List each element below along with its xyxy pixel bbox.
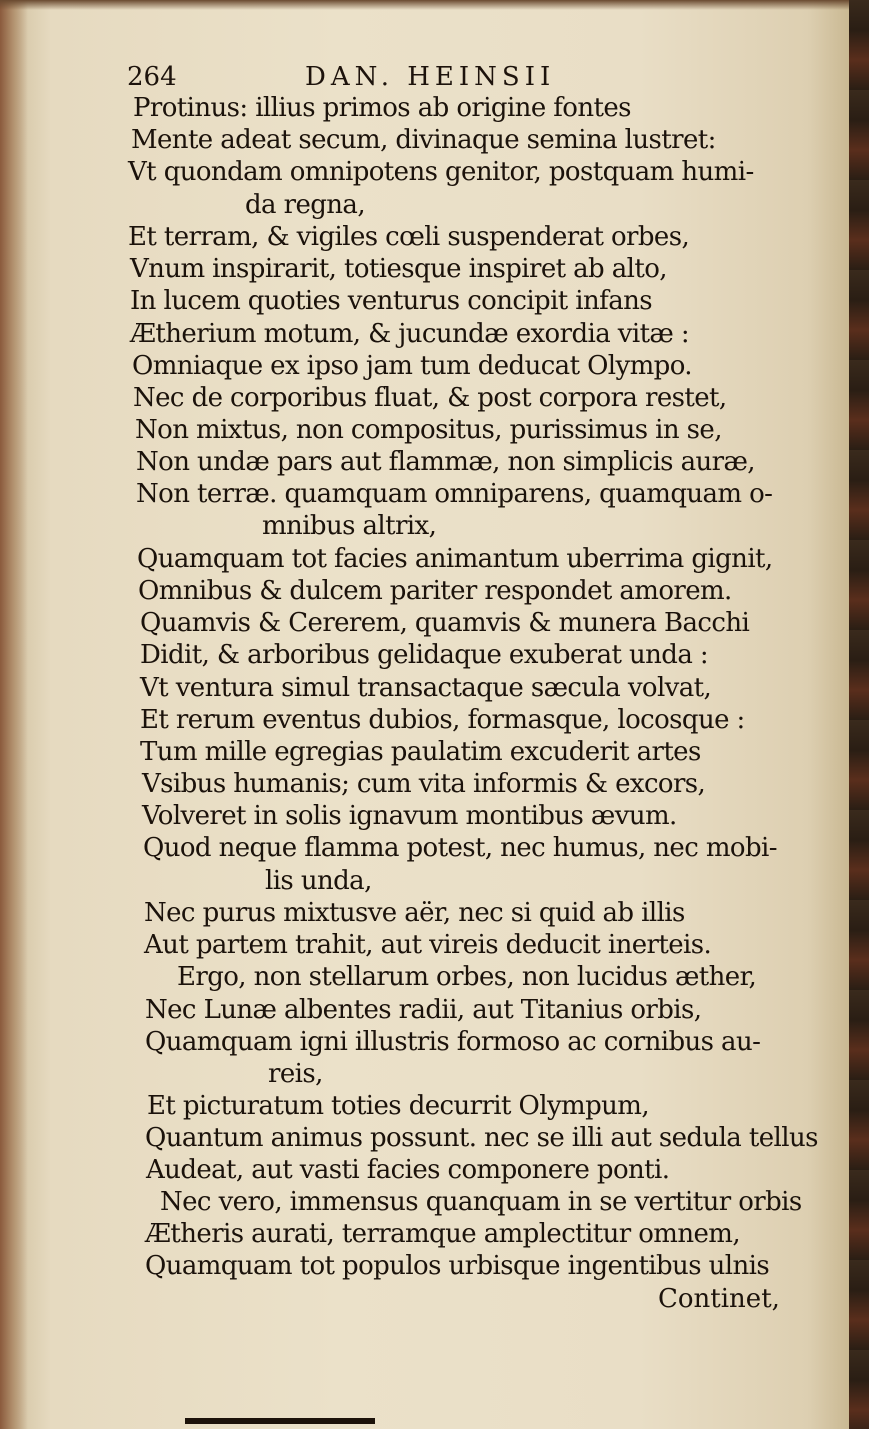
text-line: Omnibus & dulcem pariter respondet amorem. bbox=[138, 576, 732, 606]
text-line: lis unda, bbox=[265, 866, 372, 896]
text-line: Ætherium motum, & jucundæ exordia vitæ : bbox=[130, 319, 690, 349]
text-line: Mente adeat secum, divinaque semina lustret: bbox=[131, 125, 716, 155]
text-line: Quod neque flamma potest, nec humus, nec mobi- bbox=[143, 833, 777, 863]
text-line: Aut partem trahit, aut vireis deducit inerteis. bbox=[144, 930, 712, 960]
text-line: Quamquam tot facies animantum uberrima gignit, bbox=[137, 544, 773, 574]
text-line: Non undæ pars aut flammæ, non simplicis auræ, bbox=[136, 447, 755, 477]
page-number: 264 bbox=[127, 62, 177, 92]
text-line: Omniaque ex ipso jam tum deducat Olympo. bbox=[132, 351, 692, 381]
text-line: Ergo, non stellarum orbes, non lucidus æther, bbox=[177, 962, 757, 992]
book-edge bbox=[849, 0, 869, 1429]
text-line: Et rerum eventus dubios, formasque, locosque : bbox=[140, 705, 745, 735]
text-line: Quamquam igni illustris formoso ac cornibus au- bbox=[145, 1027, 761, 1057]
text-line: Et terram, & vigiles cœli suspenderat orbes, bbox=[128, 222, 690, 252]
text-line: Nec de corporibus fluat, & post corpora restet, bbox=[133, 383, 727, 413]
text-line: Nec purus mixtusve aër, nec si quid ab illis bbox=[144, 898, 685, 928]
page-gutter-shadow bbox=[0, 0, 28, 1429]
text-line: Didit, & arboribus gelidaque exuberat unda : bbox=[140, 640, 709, 670]
text-line: Vnum inspirarit, totiesque inspiret ab alto, bbox=[130, 254, 667, 284]
text-line: Nec Lunæ albentes radii, aut Titanius orbis, bbox=[145, 995, 702, 1025]
text-line: Audeat, aut vasti facies componere ponti. bbox=[146, 1155, 670, 1185]
text-line: Quamquam tot populos urbisque ingentibus ulnis bbox=[145, 1251, 770, 1281]
running-head: DAN. HEINSII bbox=[305, 62, 556, 92]
text-line: Volveret in solis ignavum montibus ævum. bbox=[142, 801, 677, 831]
text-line: Protinus: illius primos ab origine fontes bbox=[133, 93, 631, 123]
text-line: Non mixtus, non compositus, purissimus in se, bbox=[135, 415, 722, 445]
text-line: Non terræ. quamquam omniparens, quamquam o- bbox=[136, 479, 773, 509]
bottom-rule bbox=[185, 1418, 375, 1424]
page-top-edge bbox=[0, 0, 850, 10]
text-line: mnibus altrix, bbox=[262, 511, 437, 541]
text-line: Tum mille egregias paulatim excuderit artes bbox=[140, 737, 701, 767]
text-line: reis, bbox=[268, 1059, 323, 1089]
text-line: da regna, bbox=[245, 190, 365, 220]
text-line: Vt quondam omnipotens genitor, postquam humi- bbox=[128, 157, 754, 187]
text-line: Ætheris aurati, terramque amplectitur omnem, bbox=[145, 1219, 740, 1249]
text-line: Nec vero, immensus quanquam in se vertitur orbis bbox=[160, 1187, 802, 1217]
text-line: Vsibus humanis; cum vita informis & excors, bbox=[142, 769, 706, 799]
text-line: Vt ventura simul transactaque sæcula volvat, bbox=[140, 673, 712, 703]
text-line: Quamvis & Cererem, quamvis & munera Bacchi bbox=[140, 608, 750, 638]
text-line: Et picturatum toties decurrit Olympum, bbox=[147, 1091, 650, 1121]
text-line: In lucem quoties venturus concipit infans bbox=[130, 286, 652, 316]
catchword: Continet, bbox=[658, 1284, 780, 1314]
text-line: Quantum animus possunt. nec se illi aut sedula tellus bbox=[145, 1123, 818, 1153]
